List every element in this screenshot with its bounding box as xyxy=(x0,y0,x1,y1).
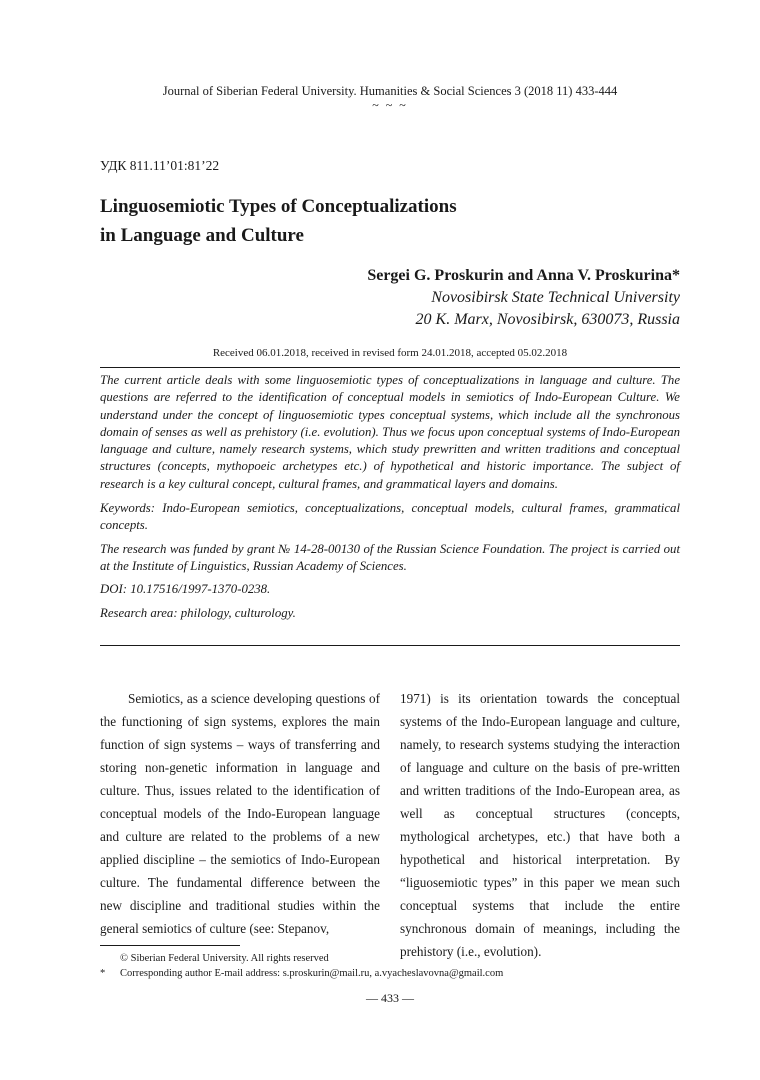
article-title xyxy=(100,192,660,250)
body-paragraph-right: 1971) is its orientation towards the conceptual systems of the Indo-European language and culture, namely, to research systems studying the interaction of language and culture on the basis of pre-written and written traditions of the Indo-European area, as well as conceptual structures (concepts, mythological archetypes, etc.) that have both a hypothetical and historical interpretation. By “liguosemiotic types” in this paper we mean such conceptual systems that include the entire synchronous domain of meanings, including the prehistory (i.e., evolution). xyxy=(400,691,680,959)
header-ornament: ~ ~ ~ xyxy=(372,98,408,112)
authors: Sergei G. Proskurin and Anna V. Proskurina* xyxy=(367,267,680,284)
affiliation xyxy=(416,287,680,331)
doi: DOI: 10.17516/1997-1370-0238. xyxy=(100,582,271,597)
affiliation-line-1: Novosibirsk State Technical University xyxy=(431,289,680,306)
udk-code: УДК 811.11’01:81’22 xyxy=(100,158,220,173)
body-column-right xyxy=(400,687,680,963)
received-dates: Received 06.01.2018, received in revised form 24.01.2018, accepted 05.02.2018 xyxy=(212,347,568,359)
page-number: — 433 — xyxy=(366,991,414,1005)
abstract-bottom-rule xyxy=(100,645,680,646)
body-column-left xyxy=(100,687,380,940)
keywords: Keywords: Indo-European semiotics, conceptualizations, conceptual models, cultural frames, grammatical concepts. xyxy=(100,501,680,533)
research-area: Research area: philology, culturology. xyxy=(100,605,296,620)
funding-note: The research was funded by grant № 14-28-00130 of the Russian Science Foundation. The project is carried out at the Institute of Linguistics, Russian Academy of Sciences. xyxy=(100,541,680,573)
abstract: The current article deals with some linguosemiotic types of conceptualizations in language and culture. The questions are referred to the identification of conceptual models in semiotics of Indo-European Culture. We understand under the concept of linguosemiotic types conceptual systems, which include all the synchronous domain of senses as well as prehistory (i.e. evolution). Thus we focus upon conceptual systems of Indo-European language and culture, namely research systems, which study prewritten and written traditions and conceptual structures (concepts, mythopoeic archetypes etc.) of hypothetical and historic importance. The subject of research is a key cultural concept, cultural frames, and grammatical layers and domains. xyxy=(100,373,680,491)
affiliation-line-2: 20 K. Marx, Novosibirsk, 630073, Russia xyxy=(415,311,680,328)
footnote-asterisk: * xyxy=(100,968,106,979)
abstract-block xyxy=(100,372,680,628)
footnotes xyxy=(100,951,680,981)
journal-header: Journal of Siberian Federal University. Humanities & Social Sciences 3 (2018 11) 433-444 xyxy=(162,84,618,98)
title-line-1: Linguosemiotic Types of Conceptualizations xyxy=(100,196,457,217)
body-paragraph-left: Semiotics, as a science developing questions of the functioning of sign systems, explores the main function of sign systems – ways of transferring and storing non-genetic information in language and culture. Thus, issues related to the identification of conceptual models of the Indo-European language and culture are related to the problems of a new applied discipline – the semiotics of Indo-European culture. The fundamental difference between the new discipline and traditional studies within the general semiotics of culture (see: Stepanov, xyxy=(100,691,380,936)
abstract-top-rule xyxy=(100,367,680,368)
title-line-2: in Language and Culture xyxy=(100,225,304,246)
footnote-corresponding: * Corresponding author E-mail address: s.proskurin@mail.ru, a.vyacheslavovna@gmail.com xyxy=(100,968,504,979)
footnote-rule xyxy=(100,945,240,946)
footnote-copyright: © Siberian Federal University. All rights reserved xyxy=(120,953,329,964)
